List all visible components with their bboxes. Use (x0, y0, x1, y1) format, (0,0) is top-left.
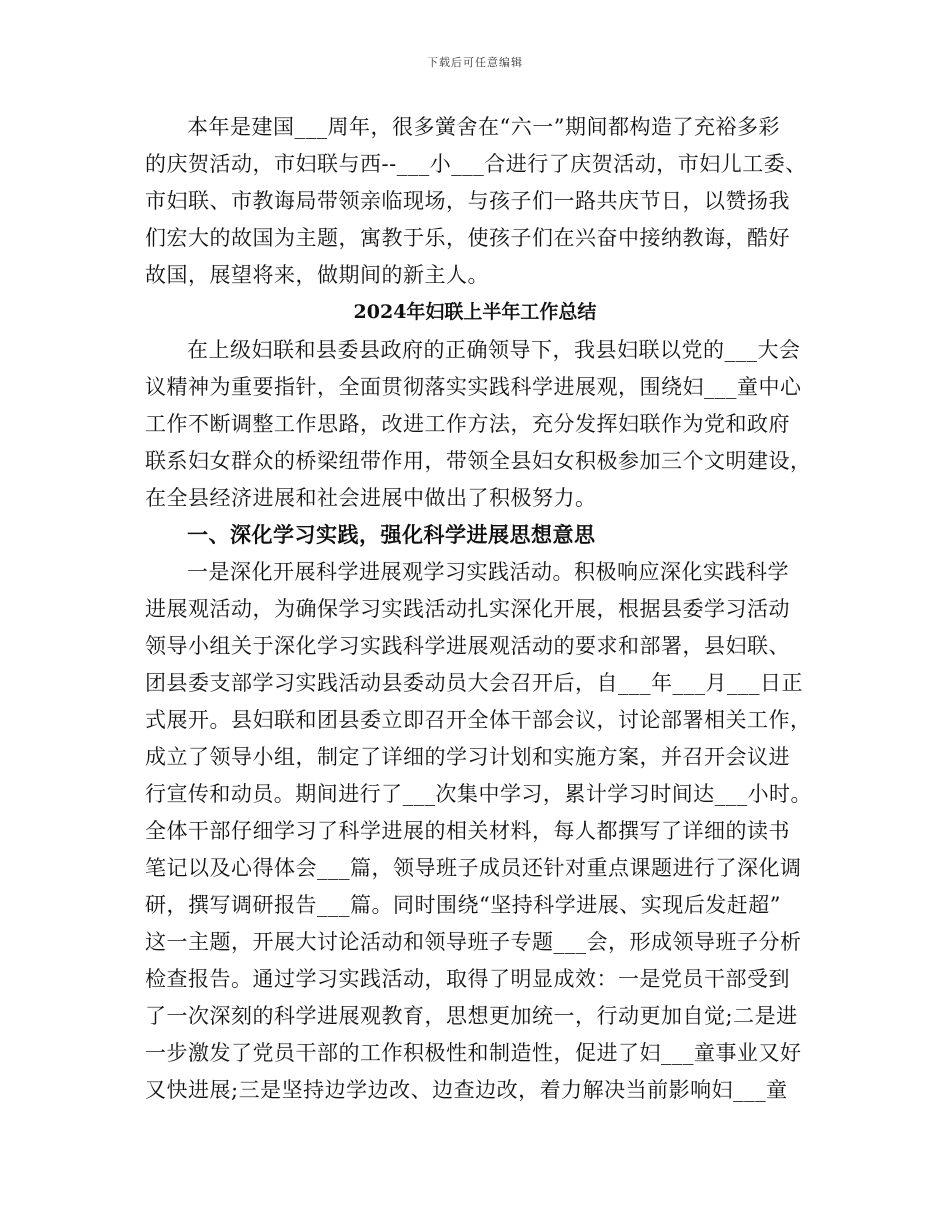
paragraph3-line-9: 笔记以及心得体会___篇，领导班子成员还针对重点课题进行了深化调 (145, 856, 802, 880)
paragraph3-line-14: 一步激发了党员干部的工作积极性和制造性，促进了妇___童事业又好 (145, 1041, 802, 1065)
paragraph3-line-7: 行宣传和动员。期间进行了___次集中学习，累计学习时间达___小时。 (145, 782, 812, 806)
paragraph3-line-15: 又快进展;三是坚持边学边改、边查边改，着力解决当前影响妇___童 (145, 1078, 788, 1102)
header-note: 下载后可任意编辑 (427, 56, 523, 69)
paragraph3-line-8: 全体干部仔细学习了科学进展的相关材料，每人都撰写了详细的读书 (145, 819, 790, 843)
paragraph1-line-5: 故国，展望将来，做期间的新主人。 (145, 263, 489, 287)
paragraph3-line-11: 这一主题，开展大讨论活动和领导班子专题___会，形成领导班子分析 (145, 930, 802, 954)
paragraph1-line-4: 们宏大的故国为主题，寓教于乐，使孩子们在兴奋中接纳教诲，酷好 (145, 226, 790, 250)
paragraph2-line-2: 议精神为重要指针，全面贯彻落实实践科学进展观，围绕妇___童中心 (145, 375, 802, 399)
paragraph3-line-5: 式展开。县妇联和团县委立即召开全体干部会议，讨论部署相关工作， (145, 708, 812, 732)
paragraph3-line-6: 成立了领导小组，制定了详细的学习计划和实施方案，并召开会议进 (145, 745, 790, 769)
paragraph3-line-12: 检查报告。通过学习实践活动，取得了明显成效：一是党员干部受到 (145, 967, 790, 991)
paragraph2-line-5: 在全县经济进展和社会进展中做出了积极努力。 (145, 486, 597, 510)
paragraph3-line-13: 了一次深刻的科学进展观教育，思想更加统一，行动更加自觉;二是进 (145, 1004, 798, 1028)
paragraph1-line-1: 本年是建国___周年，很多黉舍在“六一”期间都构造了充裕多彩 (187, 115, 780, 139)
paragraph3-line-10: 研，撰写调研报告___篇。同时围绕“坚持科学进展、实现后发赶超” (145, 893, 781, 917)
paragraph1-line-2: 的庆贺活动，市妇联与西--___小___合进行了庆贺活动，市妇儿工委、 (145, 152, 807, 176)
section-heading: 一、深化学习实践，强化科学进展思想意思 (187, 522, 596, 547)
document-title: 2024年妇联上半年工作总结 (353, 301, 597, 323)
paragraph2-line-1: 在上级妇联和县委县政府的正确领导下，我县妇联以党的___大会 (187, 338, 801, 362)
paragraph3-line-1: 一是深化开展科学进展观学习实践活动。积极响应深化实践科学 (187, 560, 789, 584)
paragraph3-line-3: 领导小组关于深化学习实践科学进展观活动的要求和部署，县妇联、 (145, 634, 790, 658)
paragraph2-line-4: 联系妇女群众的桥梁纽带作用，带领全县妇女积极参加三个文明建设， (145, 449, 812, 473)
paragraph3-line-2: 进展观活动，为确保学习实践活动扎实深化开展，根据县委学习活动 (145, 597, 790, 621)
paragraph1-line-3: 市妇联、市教诲局带领亲临现场，与孩子们一路共庆节日，以赞扬我 (145, 189, 790, 213)
paragraph3-line-4: 团县委支部学习实践活动县委动员大会召开后，自___年___月___日正 (145, 671, 803, 695)
paragraph2-line-3: 工作不断调整工作思路，改进工作方法，充分发挥妇联作为党和政府 (145, 412, 790, 436)
